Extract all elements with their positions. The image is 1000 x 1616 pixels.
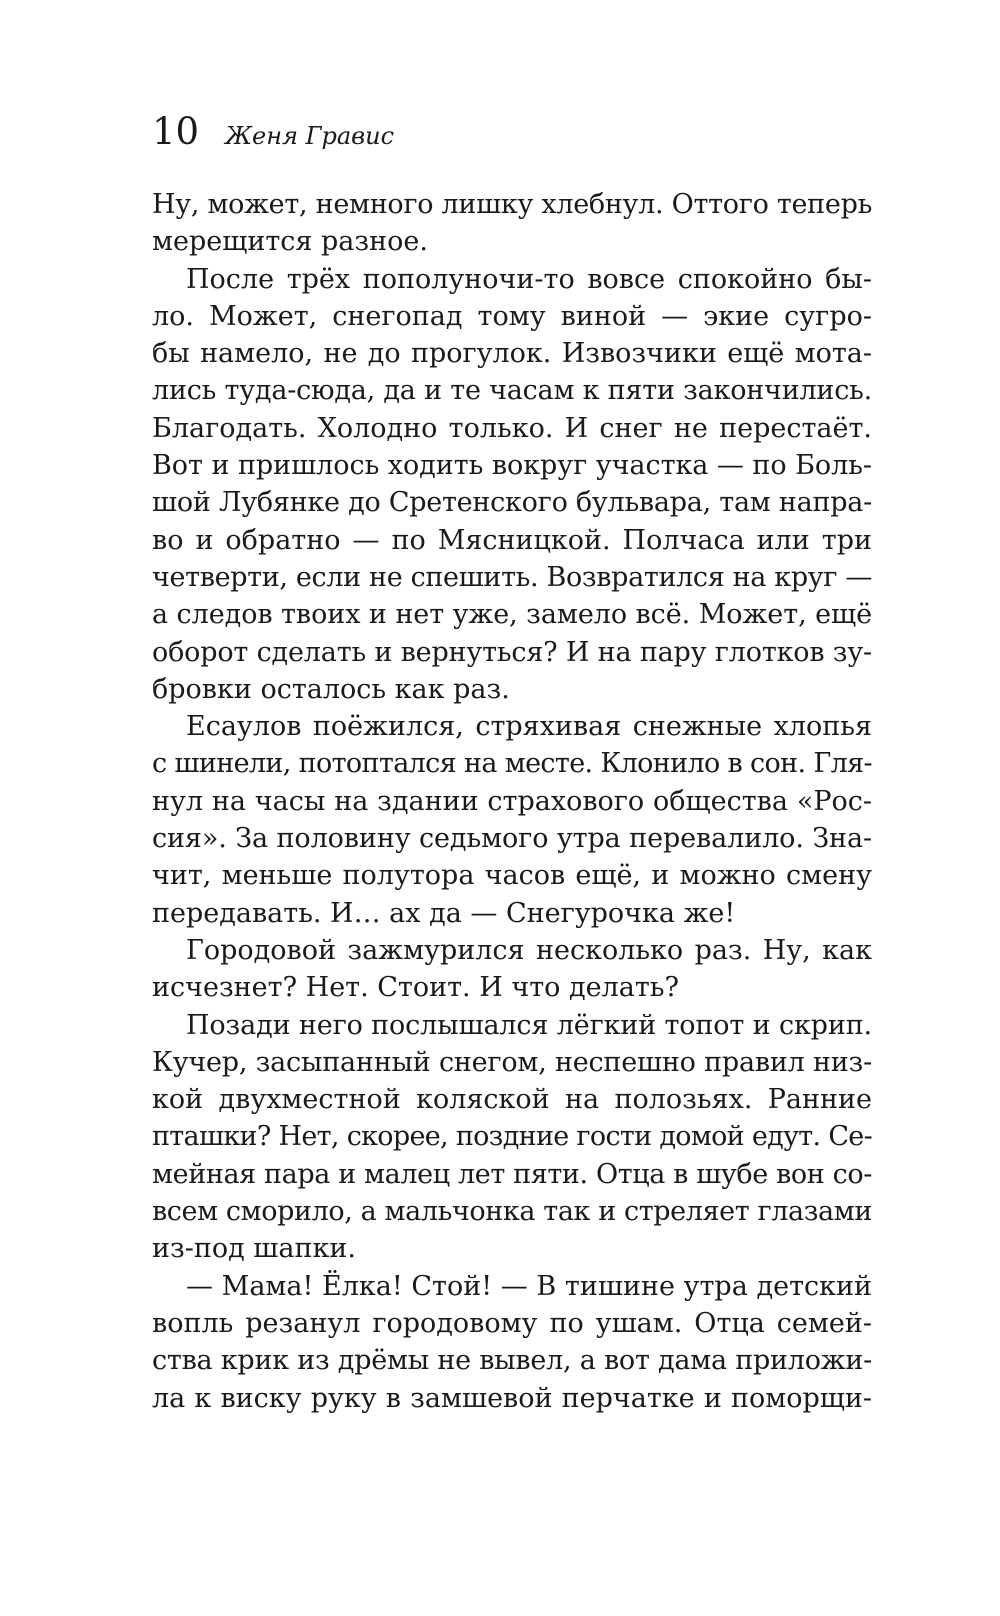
text-line: исчезнет? Нет. Стоит. И что делать? [152, 972, 679, 1004]
text-line: Есаулов поёжился, стряхивая снежные хлопья [186, 711, 872, 743]
running-head [152, 110, 394, 160]
page-number: 10 [152, 110, 200, 153]
text-line: передавать. И… ах да — Снегурочка же! [152, 897, 736, 929]
text-line: ло. Может, снегопад тому виной — экие сугро- [152, 300, 872, 332]
text-line: После трёх пополуночи-то вовсе спокойно бы- [186, 263, 872, 295]
text-line: оборот сделать и вернуться? И на пару глотков зу- [152, 636, 873, 668]
text-line: кой двухместной коляской на полозьях. Ранние [152, 1084, 872, 1116]
text-line: чит, меньше полутора часов ещё, и можно смену [152, 860, 872, 892]
text-line: шой Лубянке до Сретенского бульвара, там напра- [152, 487, 872, 519]
author-name: Женя Гравис [225, 122, 395, 150]
text-line: Кучер, засыпанный снегом, неспешно правил низ- [152, 1046, 872, 1078]
text-line: Вот и пришлось ходить вокруг участка — по Боль- [152, 450, 872, 482]
text-line: — Мама! Ёлка! Стой! — В тишине утра детский [186, 1270, 872, 1302]
text-line: Ну, может, немного лишку хлебнул. Оттого теперь [152, 189, 872, 220]
text-line: мерещится разное. [152, 226, 428, 258]
text-line: лись туда-сюда, да и те часам к пяти закончились. [152, 375, 872, 407]
text-line: из-под шапки. [152, 1233, 356, 1265]
text-line: пташки? Нет, скорее, поздние гости домой едут. Се- [152, 1121, 873, 1153]
text-line: бы намело, не до прогулок. Извозчики ещё мота- [152, 338, 872, 370]
text-line: а следов твоих и нет уже, замело всё. Может, ещё [152, 599, 872, 631]
text-line: вопль резанул городовому по ушам. Отца семей- [152, 1307, 872, 1339]
text-line: Позади него послышался лёгкий топот и скрип. [186, 1009, 872, 1041]
text-line: во и обратно — по Мясницкой. Полчаса или три [152, 524, 872, 556]
text-line: с шинели, потоптался на месте. Клонило в сон. Гля- [152, 748, 872, 780]
text-line: нул на часы на здании страхового общества «Рос- [152, 785, 872, 817]
text-line: Городовой зажмурился несколько раз. Ну, как [186, 934, 872, 966]
text-line: всем сморило, а мальчонка так и стреляет глазами [152, 1196, 872, 1228]
body-text [152, 186, 872, 1417]
text-line: ства крик из дрёмы не вывел, а вот дама приложи- [152, 1345, 872, 1377]
text-line: бровки осталось как раз. [152, 673, 510, 705]
text-line: мейная пара и малец лет пяти. Отца в шубе вон со- [152, 1158, 872, 1190]
text-line: ла к виску руку в замшевой перчатке и поморщи- [152, 1382, 872, 1414]
text-line: Благодать. Холодно только. И снег не перестаёт. [152, 412, 872, 444]
text-line: сия». За половину седьмого утра перевалило. Зна- [152, 823, 872, 855]
text-line: четверти, если не спешить. Возвратился на круг — [152, 561, 873, 593]
